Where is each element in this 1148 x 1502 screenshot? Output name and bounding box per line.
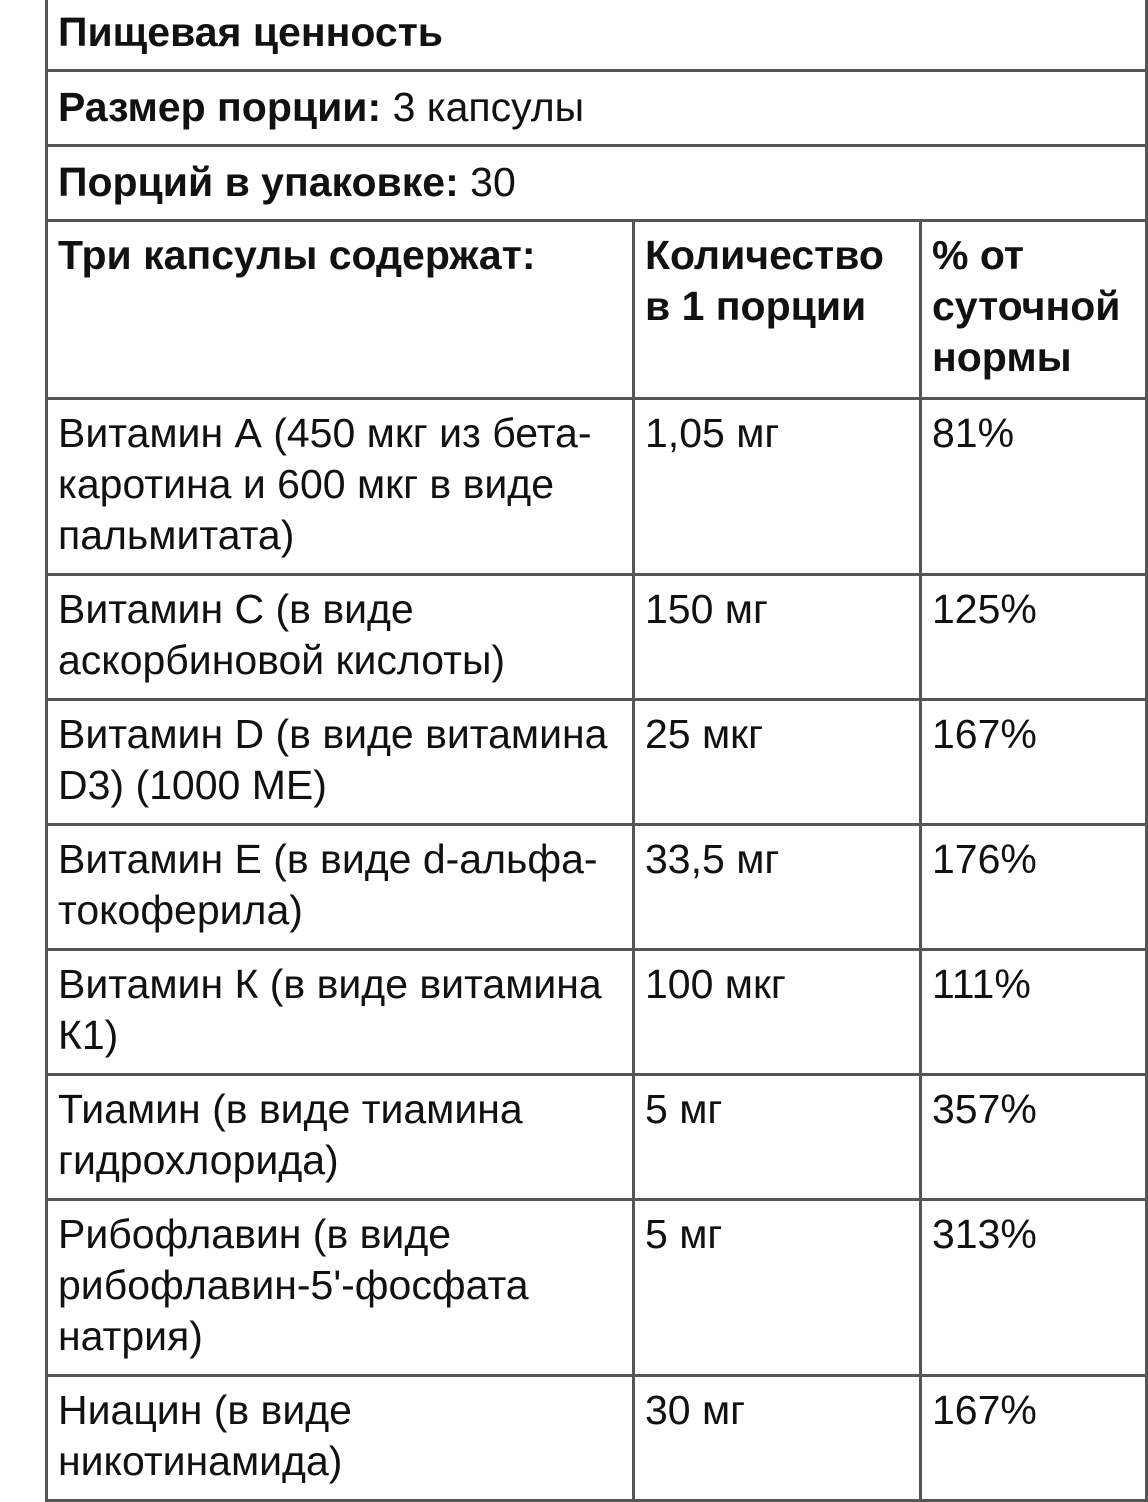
table-row <box>47 1075 1147 1200</box>
row-daily-value: 125% <box>921 575 1147 700</box>
table-row <box>47 950 1147 1075</box>
row-name: Витамин Е (в виде d-альфа-токоферила) <box>47 825 634 950</box>
column-header-ingredient: Три капсулы содержат: <box>47 221 634 399</box>
row-name: Тиамин (в виде тиамина гидрохлорида) <box>47 1075 634 1200</box>
row-amount: 5 мг <box>634 1075 921 1200</box>
row-amount: 33,5 мг <box>634 825 921 950</box>
row-daily-value: 111% <box>921 950 1147 1075</box>
serving-size-row <box>47 71 1147 146</box>
row-daily-value: 167% <box>921 1376 1147 1501</box>
row-daily-value: 176% <box>921 825 1147 950</box>
table-row <box>47 1376 1147 1501</box>
row-daily-value: 357% <box>921 1075 1147 1200</box>
table-title: Пищевая ценность <box>47 0 1147 71</box>
row-name: Витамин К (в виде витамина К1) <box>47 950 634 1075</box>
title-row <box>47 0 1147 71</box>
row-daily-value: 167% <box>921 700 1147 825</box>
serving-size-label: Размер порции: <box>58 84 382 130</box>
serving-size-value: 3 капсулы <box>392 84 585 130</box>
row-name: Витамин С (в виде аскорбиновой кислоты) <box>47 575 634 700</box>
nutrition-table <box>45 0 1148 1502</box>
row-daily-value: 81% <box>921 399 1147 575</box>
column-header-row <box>47 221 1147 399</box>
row-name: Рибофлавин (в виде рибофлавин-5'-фосфата натрия) <box>47 1200 634 1376</box>
row-name: Ниацин (в виде никотинамида) <box>47 1376 634 1501</box>
table-row <box>47 1200 1147 1376</box>
row-amount: 1,05 мг <box>634 399 921 575</box>
nutrition-facts-table <box>45 0 1121 1484</box>
row-name: Витамин D (в виде витамина D3) (1000 МЕ) <box>47 700 634 825</box>
row-amount: 150 мг <box>634 575 921 700</box>
row-amount: 100 мкг <box>634 950 921 1075</box>
servings-per-container-row <box>47 146 1147 221</box>
table-row <box>47 399 1147 575</box>
row-amount: 5 мг <box>634 1200 921 1376</box>
row-daily-value: 313% <box>921 1200 1147 1376</box>
column-header-amount: Количество в 1 порции <box>634 221 921 399</box>
row-amount: 25 мкг <box>634 700 921 825</box>
row-name: Витамин А (450 мкг из бета-каротина и 600 мкг в виде пальмитата) <box>47 399 634 575</box>
servings-per-container-label: Порций в упаковке: <box>58 159 459 205</box>
table-row <box>47 825 1147 950</box>
servings-per-container-value: 30 <box>470 159 516 205</box>
column-header-daily-value: % от суточной нормы <box>921 221 1147 399</box>
row-amount: 30 мг <box>634 1376 921 1501</box>
table-row <box>47 700 1147 825</box>
table-row <box>47 575 1147 700</box>
